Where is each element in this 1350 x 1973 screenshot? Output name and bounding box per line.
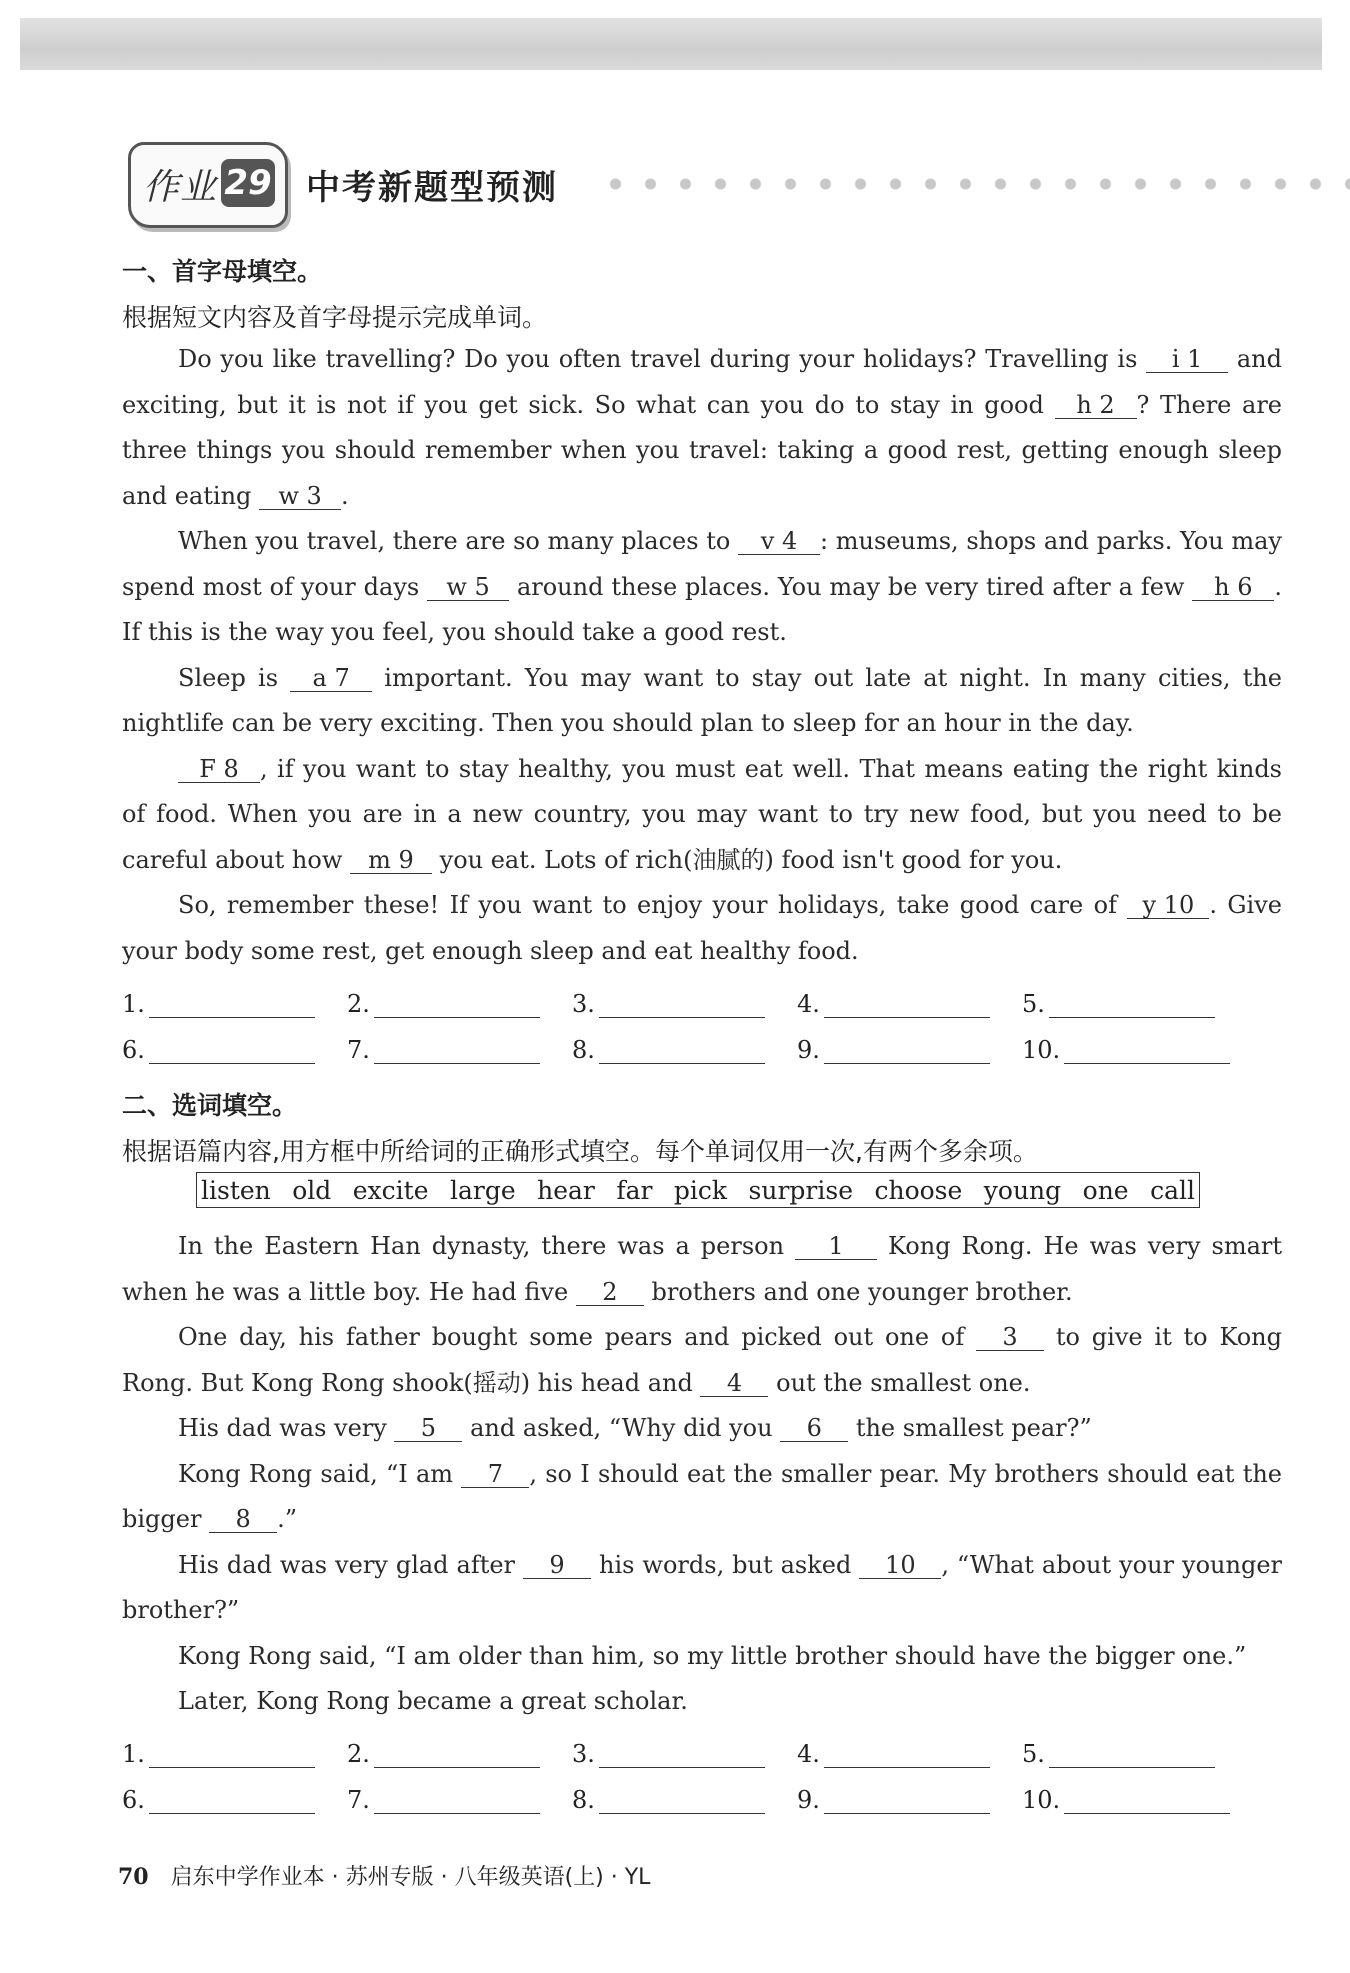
passage-text: Kong Rong said, “I am <box>178 1459 462 1488</box>
answer-row <box>122 990 1282 1036</box>
answer-blank[interactable] <box>824 1041 990 1064</box>
answer-blank[interactable] <box>824 1791 990 1814</box>
answer-blank[interactable] <box>149 1791 315 1814</box>
word-option: excite <box>352 1176 429 1205</box>
passage-text: : museums, shops and parks. You may spend most of your days <box>122 527 1282 601</box>
blank-7: a 7 <box>290 665 372 692</box>
answer-blank[interactable] <box>599 1041 765 1064</box>
page-title: 中考新题型预测 <box>306 168 558 208</box>
blank-4: v 4 <box>738 528 820 555</box>
answer-line[interactable] <box>122 1740 315 1768</box>
section-1-instruction: 根据短文内容及首字母提示完成单词。 <box>122 303 548 332</box>
word-option: large <box>449 1176 516 1205</box>
blank-10: y 10 <box>1127 892 1209 919</box>
answer-row <box>122 1036 1282 1082</box>
page-header <box>128 142 1308 228</box>
page-number: 70 <box>118 1864 149 1890</box>
word-option: surprise <box>748 1176 853 1205</box>
answer-row <box>122 1786 1282 1832</box>
dotted-divider <box>598 178 1350 190</box>
blank-6: h 6 <box>1192 574 1274 601</box>
answer-row <box>122 1740 1282 1786</box>
homework-badge <box>128 142 288 228</box>
blank-3: 3 <box>976 1324 1044 1351</box>
section-1-title: 一、首字母填空。 <box>122 257 323 286</box>
answer-line[interactable] <box>347 1036 540 1064</box>
answer-blank[interactable] <box>374 1041 540 1064</box>
book-title: 启东中学作业本 · 苏州专版 · 八年级英语(上) · YL <box>170 1865 651 1890</box>
blank-1: i 1 <box>1146 346 1228 373</box>
answer-number: 10. <box>1022 1786 1061 1814</box>
answer-line[interactable] <box>1022 990 1215 1018</box>
answer-number: 7. <box>347 1036 370 1064</box>
blank-7: 7 <box>461 1461 529 1488</box>
answer-blank[interactable] <box>1064 1041 1230 1064</box>
answer-blank[interactable] <box>824 1745 990 1768</box>
passage-text: Sleep is <box>178 663 291 692</box>
page-footer <box>118 1860 650 1891</box>
answer-number: 1. <box>122 1740 145 1768</box>
passage-paragraph <box>122 1543 1282 1634</box>
word-option: one <box>1082 1176 1129 1205</box>
blank-4: 4 <box>700 1370 768 1397</box>
passage-paragraph: Later, Kong Rong became a great scholar. <box>178 1687 688 1715</box>
passage-text: around these places. You may be very tired after a few <box>509 572 1193 601</box>
word-option: hear <box>537 1176 595 1205</box>
answer-line[interactable] <box>1022 1786 1230 1814</box>
answer-number: 8. <box>572 1786 595 1814</box>
answer-number: 6. <box>122 1786 145 1814</box>
word-option: choose <box>874 1176 963 1205</box>
answer-line[interactable] <box>572 1740 765 1768</box>
passage-paragraph <box>122 747 1282 884</box>
passage-text: to give it to Kong Rong. But Kong Rong shook(摇动) his head and <box>122 1323 1283 1397</box>
passage-text: and asked, “Why did you <box>462 1414 781 1442</box>
answer-line[interactable] <box>1022 1036 1230 1064</box>
passage-text: Kong Rong. He was very smart when he was a little boy. He had five <box>122 1232 1283 1306</box>
answer-line[interactable] <box>347 1740 540 1768</box>
answer-blank[interactable] <box>374 995 540 1018</box>
answer-line[interactable] <box>572 1786 765 1814</box>
blank-5: 5 <box>394 1415 462 1442</box>
answer-line[interactable] <box>797 1740 990 1768</box>
homework-label: 作业 <box>143 167 218 208</box>
passage-text: . <box>341 481 349 510</box>
section-2-title: 二、选词填空。 <box>122 1091 298 1120</box>
passage-text: and exciting, but it is not if you get sick. So what can you do to stay in good <box>122 345 1283 419</box>
passage-text: His dad was very glad after <box>178 1550 524 1579</box>
section-1-answer-lines <box>122 990 1282 1082</box>
blank-9: 9 <box>523 1552 591 1579</box>
answer-number: 8. <box>572 1036 595 1064</box>
answer-number: 4. <box>797 990 820 1018</box>
answer-number: 10. <box>1022 1036 1061 1064</box>
answer-number: 5. <box>1022 1740 1045 1768</box>
answer-number: 9. <box>797 1036 820 1064</box>
blank-2: h 2 <box>1055 392 1137 419</box>
passage-paragraph <box>122 1315 1282 1406</box>
passage-text: , “What about your younger brother?” <box>122 1550 1283 1624</box>
word-option: young <box>983 1176 1062 1205</box>
passage-paragraph <box>122 656 1282 747</box>
section-2-passage <box>122 1224 1282 1725</box>
passage-text: , if you want to stay healthy, you must eat well. That means eating the right kinds of food. When you are in a new country, you may want to try new food, but you need to be careful about how <box>122 754 1282 874</box>
answer-line[interactable] <box>797 990 990 1018</box>
blank-8: 8 <box>209 1506 277 1533</box>
answer-blank[interactable] <box>374 1791 540 1814</box>
blank-9: m 9 <box>350 847 432 874</box>
passage-paragraph <box>122 519 1282 656</box>
section-2 <box>122 1086 1282 1168</box>
section-2-instruction: 根据语篇内容,用方框中所给词的正确形式填空。每个单词仅用一次,有两个多余项。 <box>122 1137 1038 1166</box>
passage-paragraph <box>122 1224 1282 1315</box>
passage-text: important. You may want to stay out late at night. In many cities, the nightlife can be very exciting. Then you should plan to sleep for an hour in the day. <box>122 663 1282 737</box>
passage-paragraph <box>122 337 1282 519</box>
answer-line[interactable] <box>347 1786 540 1814</box>
passage-text: So, remember these! If you want to enjoy your holidays, take good care of <box>178 891 1128 919</box>
passage-text: , so I should eat the smaller pear. My brothers should eat the bigger <box>122 1459 1282 1533</box>
answer-number: 9. <box>797 1786 820 1814</box>
answer-line[interactable] <box>1022 1740 1215 1768</box>
answer-line[interactable] <box>797 1786 990 1814</box>
passage-text: out the smallest one. <box>768 1368 1031 1397</box>
section-2-answer-lines <box>122 1740 1282 1832</box>
answer-blank[interactable] <box>1049 1745 1215 1768</box>
word-option: old <box>292 1176 332 1205</box>
word-box <box>196 1172 1200 1208</box>
answer-number: 6. <box>122 1036 145 1064</box>
passage-text: When you travel, there are so many places to <box>178 527 739 555</box>
answer-blank[interactable] <box>1049 995 1215 1018</box>
word-option: listen <box>201 1176 271 1205</box>
answer-line[interactable] <box>122 1786 315 1814</box>
passage-text: His dad was very <box>178 1414 395 1442</box>
answer-blank[interactable] <box>599 1745 765 1768</box>
passage-paragraph <box>122 1406 1282 1452</box>
homework-number: 29 <box>221 159 275 207</box>
passage-text: the smallest pear?” <box>848 1414 1092 1442</box>
answer-blank[interactable] <box>599 995 765 1018</box>
answer-blank[interactable] <box>149 1745 315 1768</box>
blank-2: 2 <box>576 1279 644 1306</box>
answer-number: 5. <box>1022 990 1045 1018</box>
passage-text: .” <box>277 1505 297 1533</box>
blank-1: 1 <box>795 1233 877 1260</box>
passage-paragraph: Kong Rong said, “I am older than him, so my little brother should have the bigger one.” <box>178 1641 1247 1670</box>
passage-text: Do you like travelling? Do you often travel during your holidays? Travelling is <box>178 345 1147 373</box>
answer-number: 1. <box>122 990 145 1018</box>
word-option: call <box>1150 1176 1195 1205</box>
answer-blank[interactable] <box>824 995 990 1018</box>
answer-blank[interactable] <box>149 995 315 1018</box>
answer-blank[interactable] <box>149 1041 315 1064</box>
answer-number: 2. <box>347 990 370 1018</box>
passage-text: One day, his father bought some pears and picked out one of <box>178 1323 977 1351</box>
passage-text: you eat. Lots of rich(油腻的) food isn't good for you. <box>432 845 1063 874</box>
word-option: pick <box>673 1176 728 1205</box>
answer-number: 3. <box>572 990 595 1018</box>
passage-text: ? There are three things you should remember when you travel: taking a good rest, getting enough sleep and eating <box>122 390 1283 510</box>
answer-number: 4. <box>797 1740 820 1768</box>
passage-text: . Give your body some rest, get enough sleep and eat healthy food. <box>122 891 1282 965</box>
passage-paragraph <box>122 883 1282 974</box>
answer-blank[interactable] <box>1064 1791 1230 1814</box>
answer-number: 7. <box>347 1786 370 1814</box>
passage-text: brothers and one younger brother. <box>643 1277 1073 1306</box>
passage-text: . If this is the way you feel, you should take a good rest. <box>122 572 1282 646</box>
blank-3: w 3 <box>259 483 341 510</box>
blank-5: w 5 <box>427 574 509 601</box>
answer-blank[interactable] <box>374 1745 540 1768</box>
section-1 <box>122 252 1282 974</box>
blank-10: 10 <box>859 1552 941 1579</box>
answer-number: 2. <box>347 1740 370 1768</box>
section-1-passage <box>122 337 1282 974</box>
answer-number: 3. <box>572 1740 595 1768</box>
passage-paragraph <box>122 1452 1282 1543</box>
word-option: far <box>616 1176 653 1205</box>
blank-6: 6 <box>780 1415 848 1442</box>
blank-8: F 8 <box>178 756 260 783</box>
answer-line[interactable] <box>122 1036 315 1064</box>
passage-text: In the Eastern Han dynasty, there was a person <box>178 1232 796 1260</box>
answer-line[interactable] <box>347 990 540 1018</box>
answer-line[interactable] <box>797 1036 990 1064</box>
passage-text: his words, but asked <box>591 1550 860 1579</box>
answer-line[interactable] <box>572 990 765 1018</box>
answer-blank[interactable] <box>599 1791 765 1814</box>
answer-line[interactable] <box>122 990 315 1018</box>
answer-line[interactable] <box>572 1036 765 1064</box>
